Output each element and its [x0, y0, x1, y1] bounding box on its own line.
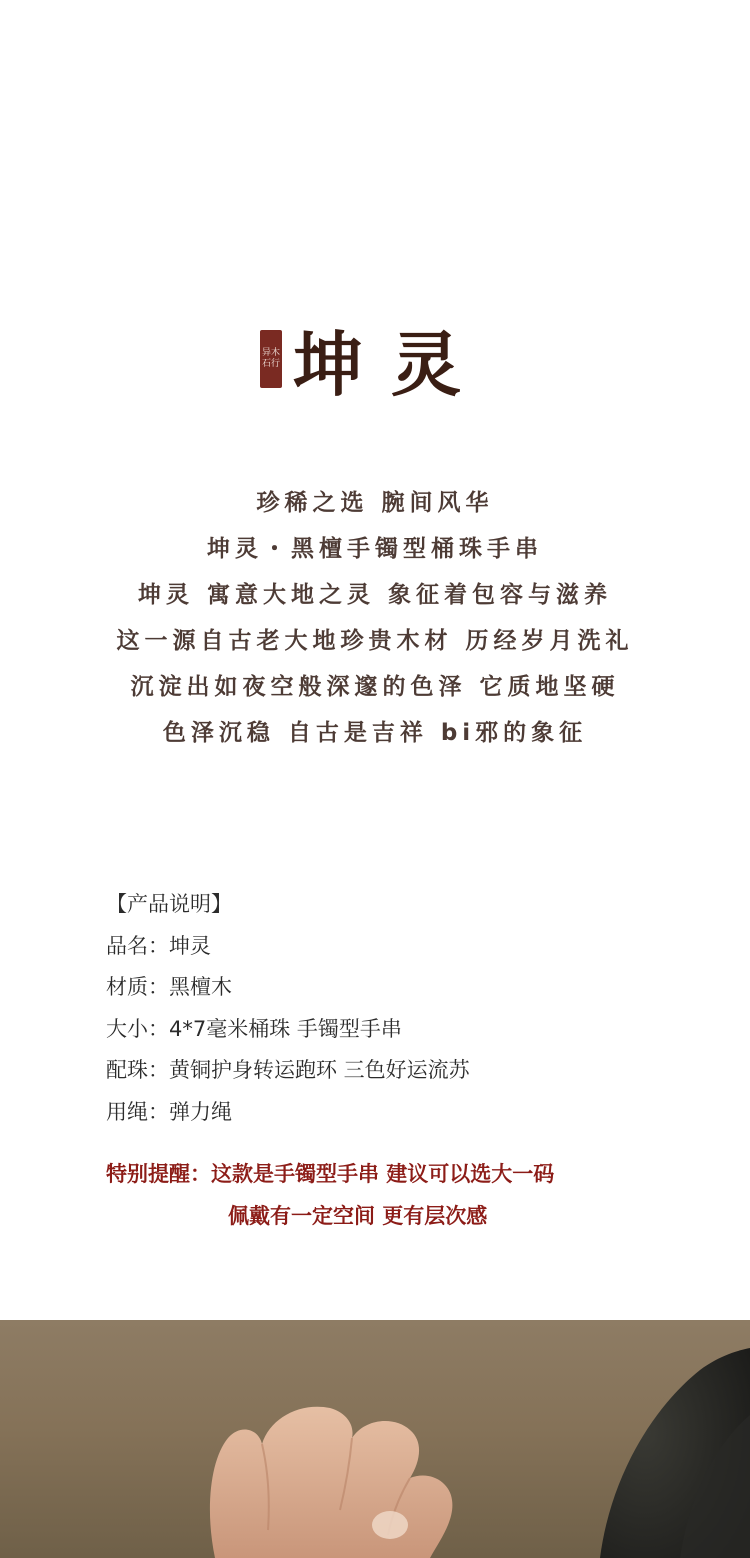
spec-row-size: 大小：4*7毫米桶珠 手镯型手串	[106, 1016, 402, 1041]
spec-row-name: 品名：坤灵	[106, 933, 211, 958]
poem-line: 坤灵・黑檀手镯型桶珠手串	[207, 536, 543, 562]
product-photo	[0, 1320, 750, 1558]
poem-line: 坤灵 寓意大地之灵 象征着包容与滋养	[137, 582, 612, 608]
brand-seal	[260, 330, 282, 388]
seal-text-top: 异木	[261, 348, 280, 358]
spec-row-material: 材质：黑檀木	[106, 975, 232, 999]
notice-line-1: 特别提醒：这款是手镯型手串 建议可以选大一码	[106, 1162, 555, 1186]
poem-line: 这一源自古老大地珍贵木材 历经岁月洗礼	[116, 628, 634, 654]
title-block	[0, 322, 750, 412]
poem-line: 珍稀之选 腕间风华	[256, 490, 494, 516]
seal-text-bottom: 石行	[261, 359, 280, 369]
notice-line-2: 佩戴有一定空间 更有层次感	[228, 1204, 488, 1228]
spec-row-accessories: 配珠：黄铜护身转运跑环 三色好运流苏	[106, 1058, 470, 1082]
hand-photo-illustration	[0, 1320, 750, 1558]
spec-heading: 【产品说明】	[106, 892, 232, 916]
product-poem	[0, 480, 750, 756]
poem-line: 色泽沉稳 自古是吉祥 bi邪的象征	[162, 720, 588, 746]
spec-row-cord: 用绳：弹力绳	[106, 1099, 232, 1124]
product-title: 坤灵	[293, 323, 489, 406]
product-spec	[106, 884, 470, 1133]
poem-line: 沉淀出如夜空般深邃的色泽 它质地坚硬	[130, 674, 620, 700]
